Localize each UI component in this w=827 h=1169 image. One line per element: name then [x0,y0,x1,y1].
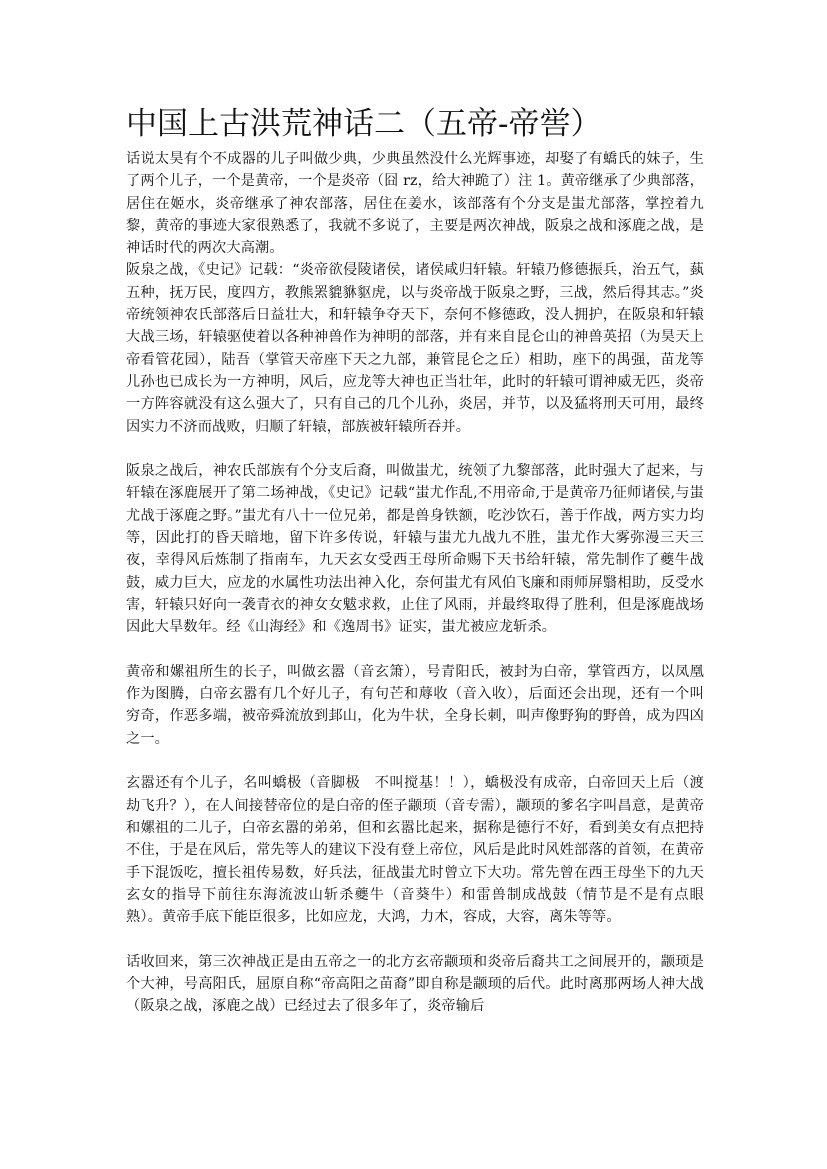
paragraph-spacer [126,438,704,460]
document-title: 中国上古洪荒神话二（五帝-帝喾） [126,106,602,142]
paragraph-third-war: 话收回来，第三次神战正是由五帝之一的北方玄帝颛顼和炎帝后裔共工之间展开的，颛顼是个大神，号高阳氏，屈原自称“帝高阳之苗裔”即自称是颛顼的后代。此时离那两场人神大战（阪泉之战，涿鹿之战）已经过去了很多年了，炎帝输后 [126,953,704,1015]
paragraph-spacer [126,928,704,950]
paragraph-zhuolu-battle: 阪泉之战后，神农氏部族有个分支后裔，叫做蚩尤，统领了九黎部落，此时强大了起来，与轩辕在涿鹿展开了第二场神战，《史记》记载“蚩尤作乱,不用帝命,于是黄帝乃征师诸侯,与蚩尤战于涿鹿之野。”蚩尤有八十一位兄弟，都是兽身铁额，吃沙饮石，善于作战，两方实力均等，因此打的昏天暗地，留下许多传说，轩辕与蚩尤九战九不胜，蚩尤作大雾弥漫三天三夜，幸得风后炼制了指南车，九天玄女受西王母所命赐下天书给轩辕，常先制作了夔牛战鼓，威力巨大，应龙的水属性功法出神入化，奈何蚩尤有风伯飞廉和雨师屏翳相助，反受水害，轩辕只好向一袭青衣的神女女魃求救，止住了风雨，并最终取得了胜利，但是涿鹿战场因此大旱数年。经《山海经》和《逸周书》证实，蚩尤被应龙斩杀。 [126,463,704,636]
document-page [126,100,704,1018]
paragraph-zhuanxu: 玄嚣还有个儿子，名叫蟜极（音脚极 不叫搅基！！），蟜极没有成帝，白帝回天上后（渡劫飞升？），在人间接替帝位的是白帝的侄子颛顼（音专需），颛顼的爹名字叫昌意，是黄帝和嫘祖的二儿子，白帝玄嚣的弟弟，但和玄嚣比起来，据称是德行不好，看到美女有点把持不住，于是在风后，常先等人的建议下没有登上帝位，风后是此时风姓部落的首领，在黄帝手下混饭吃，擅长祖传易数，好兵法，征战蚩尤时曾立下大功。常先曾在西王母坐下的九天玄女的指导下前往东海流波山斩杀夔牛（音葵牛）和雷兽制成战鼓（情节是不是有点眼熟）。黄帝手底下能臣很多，比如应龙，大鸿，力木，容成，大容，离朱等等。 [126,775,704,926]
paragraph-spacer [126,639,704,661]
paragraph-banquan-battle: 阪泉之战，《史记》记载：“炎帝欲侵陵诸侯，诸侯咸归轩辕。轩辕乃修德振兵，治五气，蓺五种，抚万民，度四方，教熊罴貔貅䝙虎，以与炎帝战于阪泉之野，三战，然后得其志。”炎帝统领神农氏部落后日益壮大，和轩辕争夺天下，奈何不修德政，没人拥护，在阪泉和轩辕大战三场，轩辕驱使着以各种神兽作为神明的部落，并有来自昆仑山的神兽英招（为昊天上帝看管花园），陆吾（掌管天帝座下天之九部，兼管昆仑之丘）相助，座下的禺强，苗龙等儿孙也已成长为一方神明，风后，应龙等大神也正当壮年，此时的轩辕可谓神威无匹，炎帝一方阵容就没有这么强大了，只有自己的几个儿孙，炎居，并节，以及猛将刑天可用，最终因实力不济而战败，归顺了轩辕，部族被轩辕所吞并。 [126,262,704,435]
paragraph-intro: 话说太昊有个不成器的儿子叫做少典，少典虽然没什么光辉事迹，却娶了有蟜氏的妹子，生了两个儿子，一个是黄帝，一个是炎帝（囧 rz，给大神跪了）注 1。黄帝继承了少典部落，居住在姬水，炎帝继承了神农部落，居住在姜水，该部落有个分支是蚩尤部落，掌控着九黎，黄帝的事迹大家很熟悉了，我就不多说了，主要是两次神战，阪泉之战和涿鹿之战，是神话时代的两次大高潮。 [126,151,704,257]
paragraph-xuanxiao: 黄帝和嫘祖所生的长子，叫做玄嚣（音玄箫），号青阳氏，被封为白帝，掌管西方，以凤凰作为图腾，白帝玄嚣有几个好儿子，有句芒和蓐收（音入收），后面还会出现，还有一个叫穷奇，作恶多端，被帝舜流放到邽山，化为牛状，全身长刺，叫声像野狗的野兽，成为四凶之一。 [126,663,704,747]
paragraph-spacer [126,750,704,772]
